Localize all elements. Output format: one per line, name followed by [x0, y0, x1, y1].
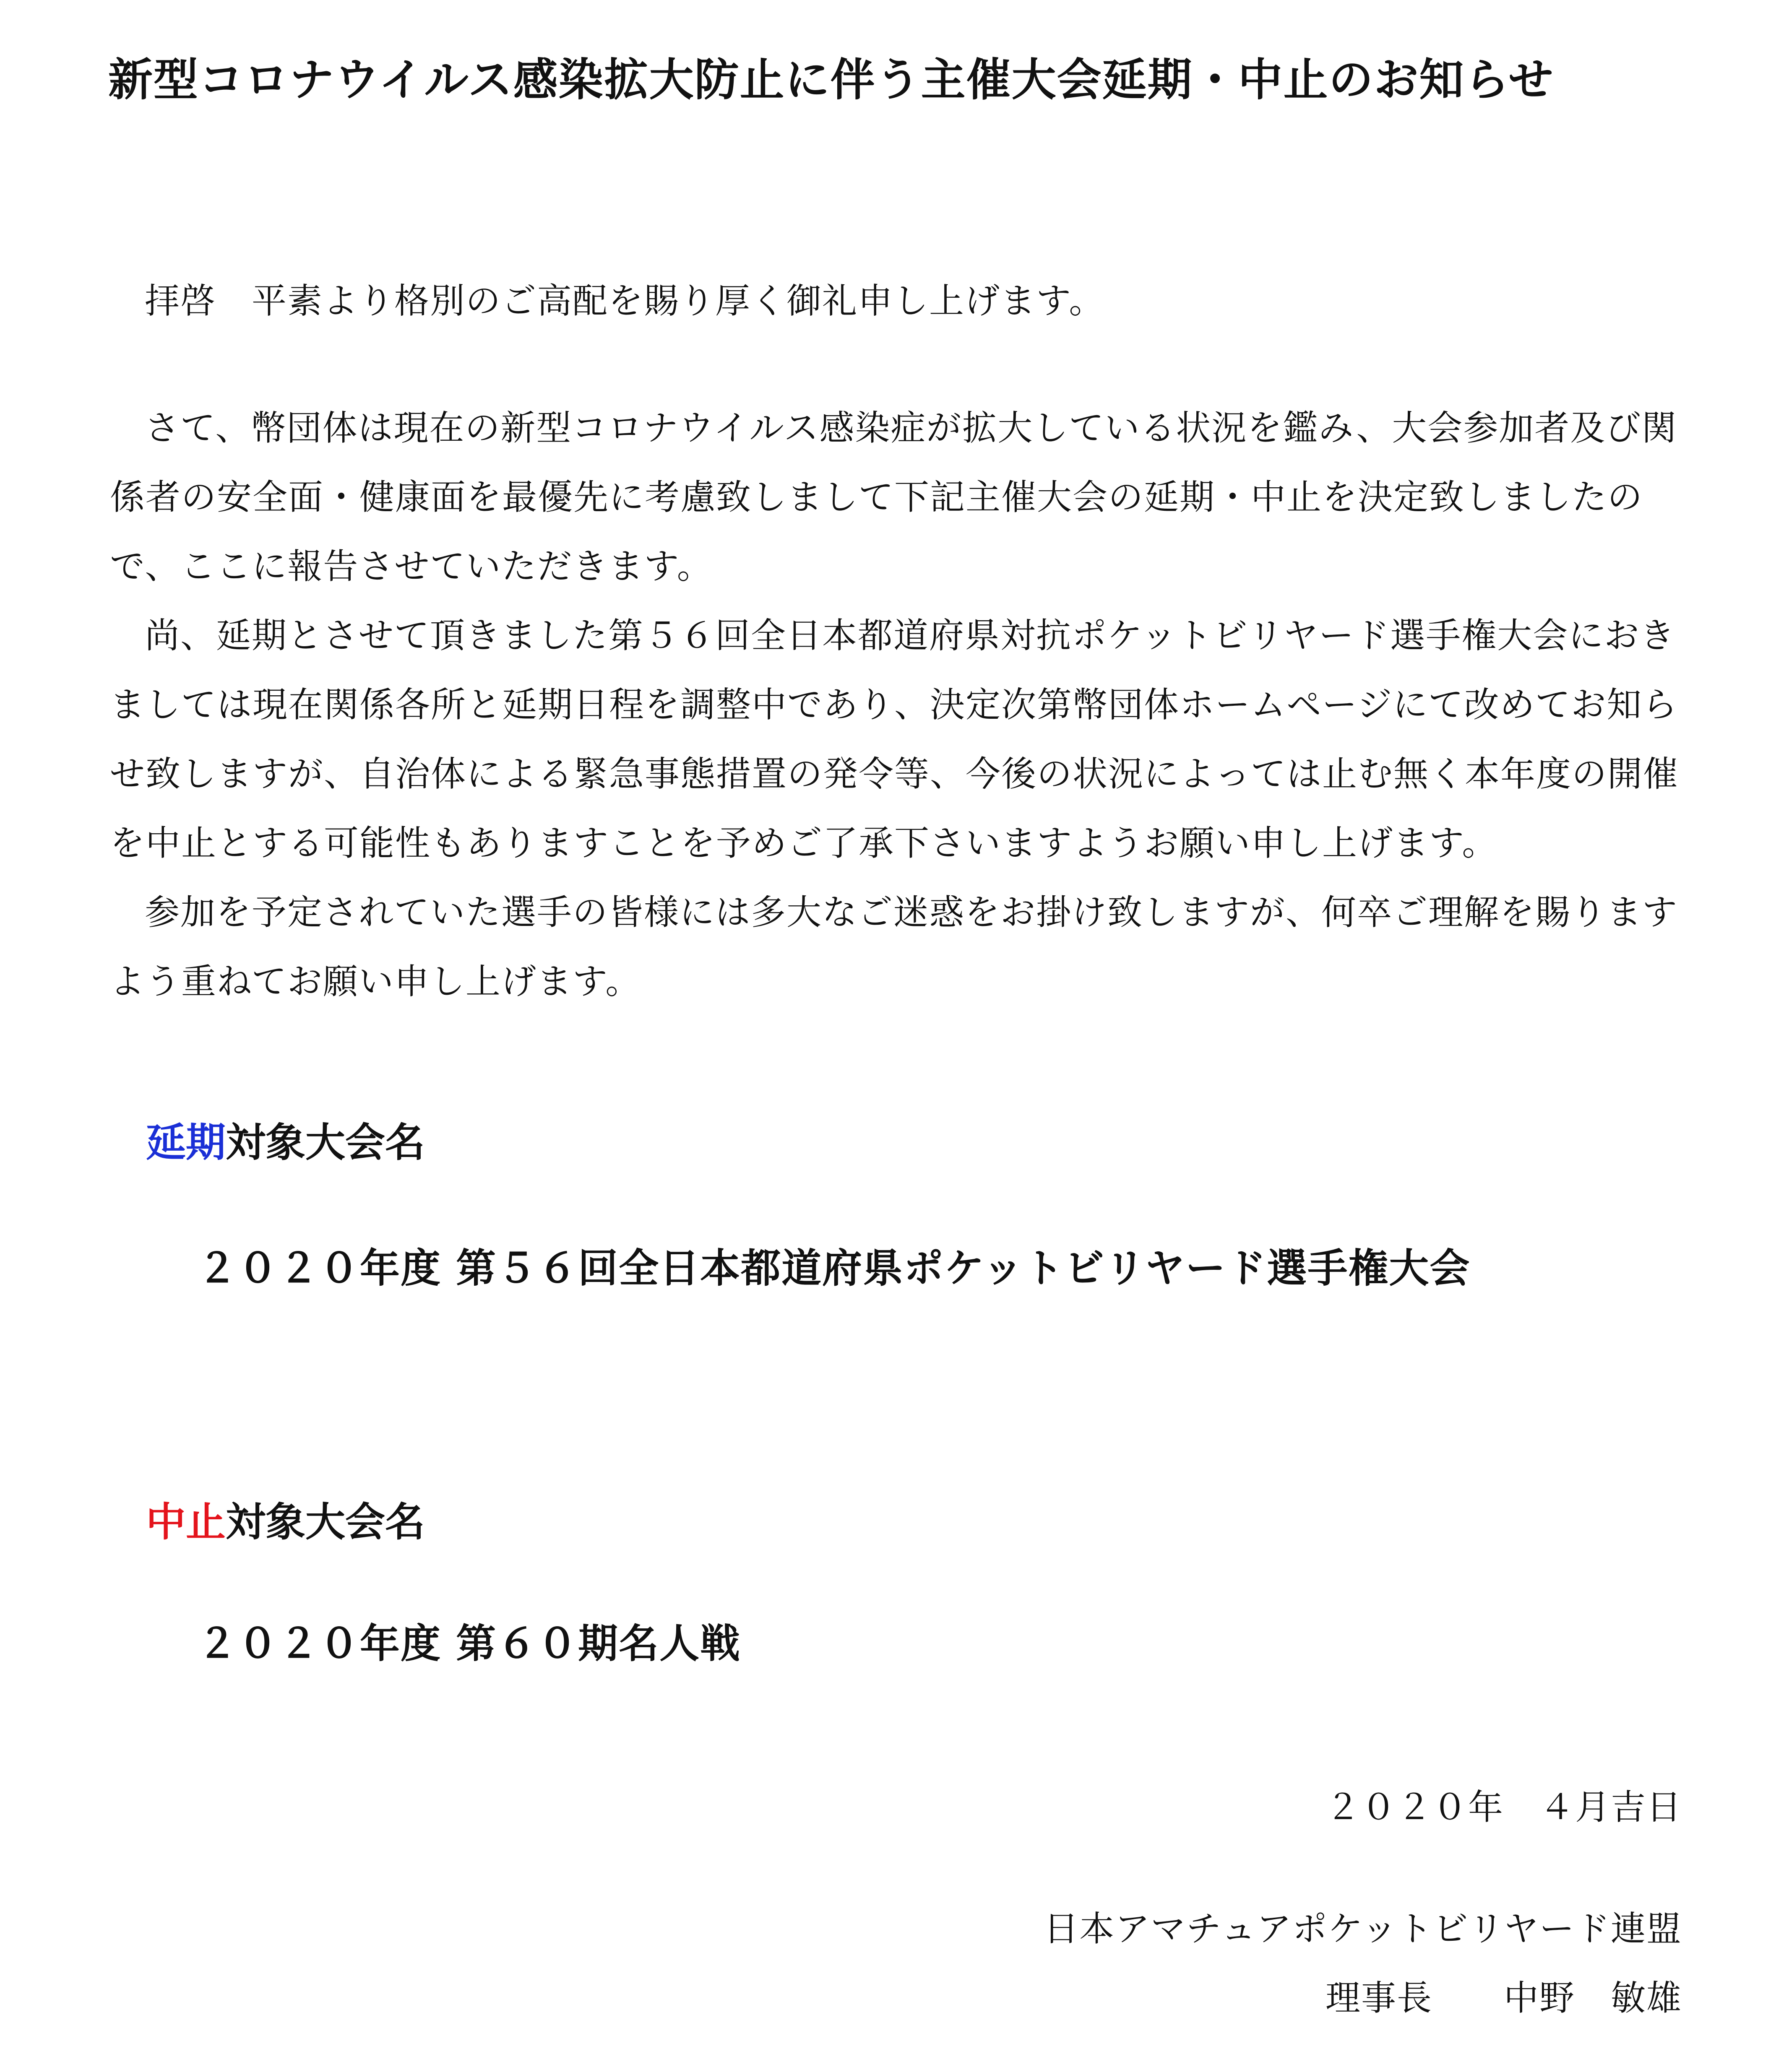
greeting-text: 拝啓 平素より格別のご高配を賜り厚く御礼申し上げます。: [145, 281, 1105, 321]
signer-name: 中野 敏雄: [1504, 1978, 1682, 2018]
signer-title: 理事長: [1325, 1978, 1432, 2018]
signer-line: [1325, 1973, 1682, 2023]
postponed-heading-label: 対象大会名: [226, 1119, 425, 1166]
notice-body: [110, 393, 1692, 1016]
cancelled-event-name: ２０２０年度 第６０期名人戦: [197, 1620, 741, 1667]
postponed-heading: [146, 1115, 425, 1170]
page-title: 新型コロナウイルス感染拡大防止に伴う主催大会延期・中止のお知らせ: [108, 53, 1554, 106]
organization-name: 日本アマチュアポケットビリヤード連盟: [1044, 1908, 1682, 1949]
body-paragraph-apology: 参加を予定されていた選手の皆様には多大なご迷惑をお掛け致しますが、何卒ご理解を賜りますよう重ねてお願い申し上げます。: [110, 892, 1678, 1002]
cancelled-keyword: 中止: [146, 1499, 226, 1545]
greeting-line: [110, 266, 1692, 335]
cancelled-heading: [146, 1495, 425, 1549]
issue-date: ２０２０年 ４月吉日: [1325, 1787, 1682, 1828]
postponed-keyword: 延期: [146, 1119, 226, 1166]
body-paragraph-schedule: 尚、延期とさせて頂きました第５６回全日本都道府県対抗ポケットビリヤード選手権大会におきましては現在関係各所と延期日程を調整中であり、決定次第幣団体ホームページにて改めてお知らせ致しますが、自治体による緊急事態措置の発令等、今後の状況によっては止む無く本年度の開催を中止とする可能性もありますことを予めご了承下さいますようお願い申し上げます。: [110, 615, 1679, 863]
cancelled-heading-label: 対象大会名: [226, 1499, 425, 1545]
body-paragraph-decision: さて、幣団体は現在の新型コロナウイルス感染症が拡大している状況を鑑み、大会参加者及び関係者の安全面・健康面を最優先に考慮致しまして下記主催大会の延期・中止を決定致しましたので、ここに報告させていただきます。: [110, 408, 1677, 587]
postponed-event-name: ２０２０年度 第５６回全日本都道府県ポケットビリヤード選手権大会: [197, 1245, 1471, 1292]
